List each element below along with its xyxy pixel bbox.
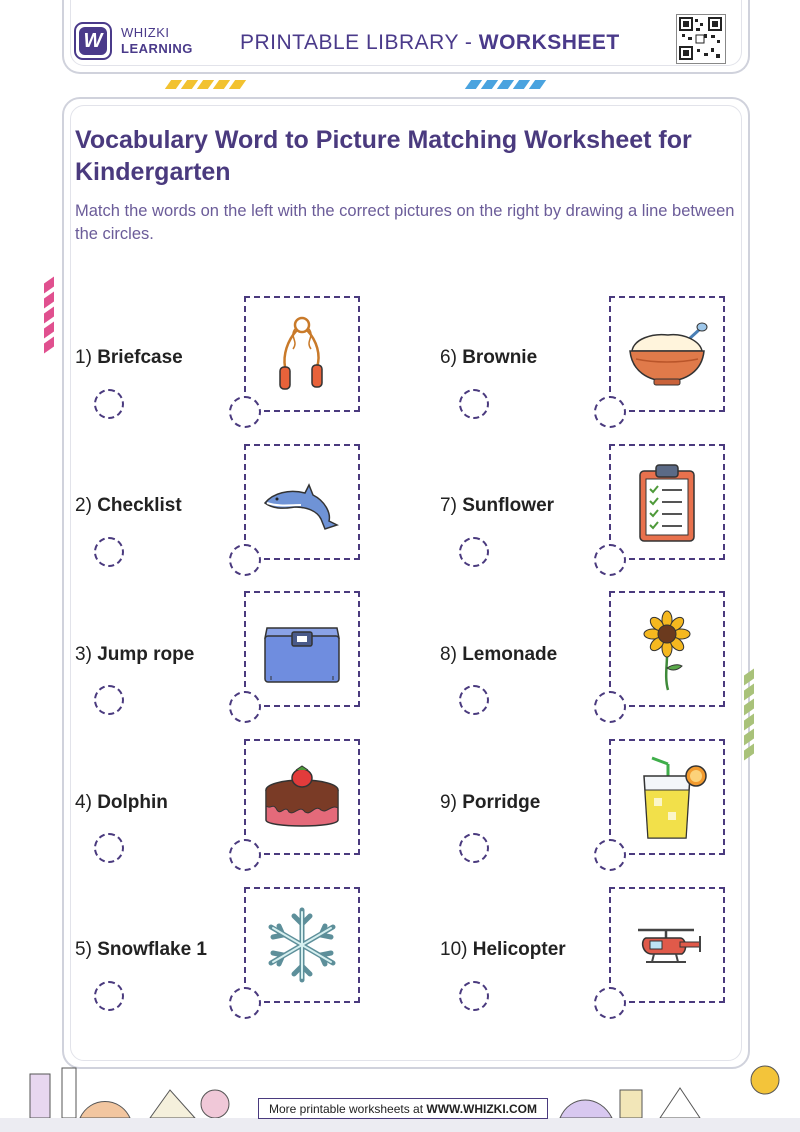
word-number: 2) (75, 495, 92, 516)
word-item-5 (75, 939, 207, 961)
picture-box-6 (609, 296, 725, 412)
yellow-stripes (168, 80, 243, 90)
word-number: 9) (440, 792, 457, 813)
picture-match-circle-7[interactable] (594, 544, 626, 576)
word-number: 4) (75, 792, 92, 813)
library-label: PRINTABLE LIBRARY - (240, 31, 479, 54)
word-item-10 (440, 939, 566, 961)
word-label: Checklist (97, 495, 182, 516)
word-match-circle-5[interactable] (94, 981, 124, 1011)
word-match-circle-9[interactable] (459, 833, 489, 863)
picture-box-8 (609, 591, 725, 707)
picture-match-circle-2[interactable] (229, 544, 261, 576)
word-item-6 (440, 347, 537, 369)
word-match-circle-10[interactable] (459, 981, 489, 1011)
brand-name-bottom: LEARNING (121, 41, 193, 56)
lemonade-glass-icon (624, 754, 710, 840)
picture-box-3 (244, 591, 360, 707)
worksheet-instructions: Match the words on the left with the correct pictures on the right by drawing a line between the circles. (75, 202, 735, 243)
whizki-logo (74, 22, 112, 60)
word-label: Porridge (462, 792, 541, 813)
brand-name-top: WHIZKI (121, 25, 170, 40)
sunflower-icon (624, 606, 710, 692)
picture-match-circle-4[interactable] (229, 839, 261, 871)
picture-box-4 (244, 739, 360, 855)
word-match-circle-2[interactable] (94, 537, 124, 567)
word-match-circle-6[interactable] (459, 389, 489, 419)
word-number: 6) (440, 347, 457, 368)
picture-match-circle-10[interactable] (594, 987, 626, 1019)
word-label: Dolphin (97, 792, 168, 813)
blue-stripes (468, 80, 543, 90)
logo-letter: W (79, 27, 107, 55)
footer-link[interactable] (258, 1098, 548, 1119)
word-item-3 (75, 644, 194, 666)
word-label: Jump rope (97, 644, 195, 665)
helicopter-icon (624, 902, 710, 988)
word-item-2 (75, 495, 182, 517)
briefcase-icon (259, 606, 345, 692)
word-number: 7) (440, 495, 457, 516)
picture-box-1 (244, 296, 360, 412)
porridge-bowl-icon (624, 311, 710, 397)
footer-text: More printable worksheets at (268, 1102, 427, 1116)
word-label: Snowflake 1 (97, 939, 208, 960)
word-label: Brownie (462, 347, 538, 368)
word-label: Sunflower (462, 495, 555, 516)
qr-code-icon (676, 14, 726, 64)
picture-box-5 (244, 887, 360, 1003)
checklist-clipboard-icon (624, 459, 710, 545)
word-item-8 (440, 644, 557, 666)
picture-box-7 (609, 444, 725, 560)
picture-match-circle-3[interactable] (229, 691, 261, 723)
word-match-circle-8[interactable] (459, 685, 489, 715)
jump-rope-icon (259, 311, 345, 397)
picture-match-circle-8[interactable] (594, 691, 626, 723)
picture-match-circle-1[interactable] (229, 396, 261, 428)
library-type: WORKSHEET (478, 31, 620, 54)
word-match-circle-3[interactable] (94, 685, 124, 715)
picture-box-2 (244, 444, 360, 560)
word-item-4 (75, 792, 168, 814)
picture-match-circle-5[interactable] (229, 987, 261, 1019)
decorative-town-illustration (0, 1060, 800, 1132)
word-label: Lemonade (462, 644, 558, 665)
word-label: Briefcase (97, 347, 183, 368)
word-number: 5) (75, 939, 92, 960)
word-item-7 (440, 495, 554, 517)
word-match-circle-4[interactable] (94, 833, 124, 863)
word-item-1 (75, 347, 183, 369)
word-item-9 (440, 792, 540, 814)
word-number: 10) (440, 939, 468, 960)
picture-match-circle-9[interactable] (594, 839, 626, 871)
word-number: 3) (75, 644, 92, 665)
footer-site: WWW.WHIZKI.COM (426, 1102, 538, 1116)
library-heading (240, 31, 620, 55)
snowflake-icon (259, 902, 345, 988)
pink-side-stripes (44, 280, 54, 350)
cake-icon (259, 754, 345, 840)
dolphin-icon (259, 459, 345, 545)
word-match-circle-1[interactable] (94, 389, 124, 419)
word-label: Helicopter (472, 939, 566, 960)
picture-box-10 (609, 887, 725, 1003)
word-number: 1) (75, 347, 92, 368)
picture-box-9 (609, 739, 725, 855)
worksheet-title: Vocabulary Word to Picture Matching Worksheet for Kindergarten (75, 126, 692, 186)
picture-match-circle-6[interactable] (594, 396, 626, 428)
word-number: 8) (440, 644, 457, 665)
green-side-stripes (744, 672, 754, 757)
word-match-circle-7[interactable] (459, 537, 489, 567)
